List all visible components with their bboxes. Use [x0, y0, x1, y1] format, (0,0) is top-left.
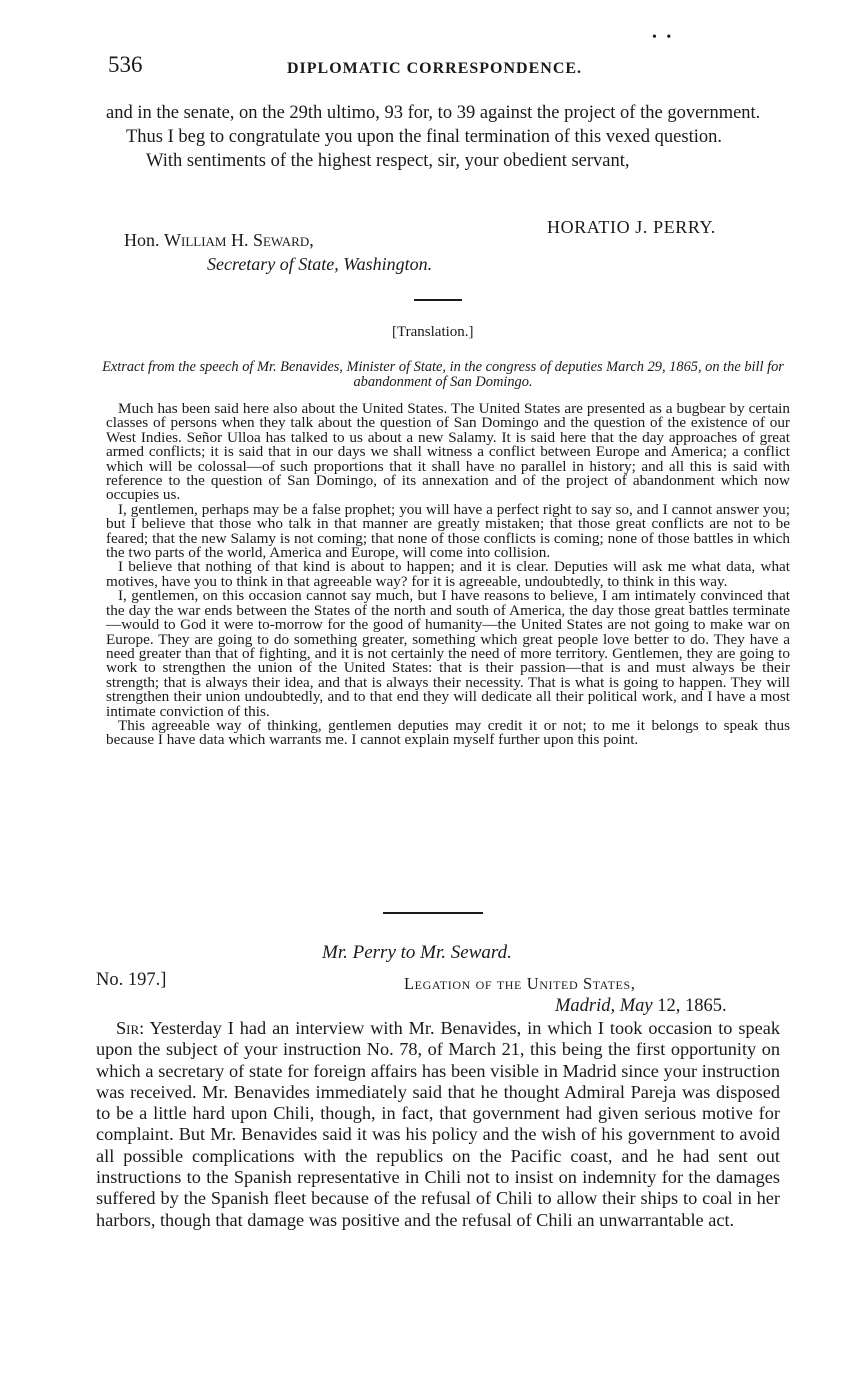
- printer-mark: • •: [652, 30, 675, 45]
- legation-line: Legation of the United States,: [404, 974, 636, 993]
- addressee-title: Secretary of State, Washington.: [207, 254, 433, 274]
- place: Madrid,: [555, 996, 616, 1016]
- speech-paragraph: Much has been said here also about the United States. The United States are presented as a bugbear by certain classes of persons when they talk about the question of San Domingo and the question of the existence of our West Indies. Señor Ulloa has talked to us about a new Salamy. It is said here that the day approaches of great armed conflicts; it is said that in our days we shall witness a conflict between Europe and America; a conflict which will be colossal—of such proportions that it shall have no parallel in history; and all this is said with reference to the question of San Domingo, of its annexation and of the project of abandonment which now occupies us.: [106, 400, 790, 504]
- section-divider: [414, 299, 462, 301]
- section-divider: [383, 912, 483, 914]
- letter-closing-block: [106, 103, 790, 172]
- page-number: 536: [108, 52, 143, 77]
- signature: HORATIO J. PERRY.: [547, 217, 716, 237]
- speech-paragraph: I, gentlemen, perhaps may be a false prophet; you will have a perfect right to say so, and I cannot answer you; but I believe that those who talk in that manner are greatly mistaken; that those great conflicts are not to be feared; that the new Salamy is not coming; that none of those conflicts is coming; none of those battles in which the two parts of the world, America and Europe, will come into collision.: [106, 500, 790, 562]
- speech-extract: [106, 402, 790, 748]
- letter-closing: With sentiments of the highest respect, sir, your obedient servant,: [146, 151, 630, 171]
- speech-paragraph: This agreeable way of thinking, gentlemen deputies may credit it or not; to me it belongs to speak thus because I have data which warrants me. I cannot explain myself further upon this point.: [106, 716, 790, 749]
- letter-body: [96, 1018, 780, 1231]
- addressee-name: William H. Seward,: [164, 230, 314, 250]
- month: May: [619, 996, 653, 1016]
- salutation: Sir:: [116, 1018, 145, 1038]
- despatch-number: No. 197.]: [96, 970, 167, 990]
- place-date: [555, 996, 727, 1017]
- letter-heading: Mr. Perry to Mr. Seward.: [322, 942, 512, 963]
- letter-paragraph: and in the senate, on the 29th ultimo, 93 for, to 39 against the project of the government.: [106, 103, 761, 123]
- speech-paragraph: I, gentlemen, on this occasion cannot say much, but I have reasons to believe, I am intimately convinced that the day the war ends between the States of the north and south of America, the day those great battles terminate—would to God it were to-morrow for the good of humanity—the United States are not going to make war on Europe. They are going to do something greater, something which great people love better to do. They have a need greater than that of fighting, and it is not certainly the need of more territory. Gentlemen, they are going to work to strengthen the union of the United States: that is their passion—that is and must always be their strength; that is always their idea, and that is always their necessity. That is what is going to happen. They will strengthen their union undoubtedly, and to that end they will dedicate all their political work, and I have a most intimate conviction of this.: [106, 587, 790, 720]
- speech-paragraph: I believe that nothing of that kind is about to happen; and it is clear. Deputies will ask me what data, what motives, have you to think in that agreeable way? for it is agreeable, undoubtedly, to think in this way.: [106, 558, 790, 590]
- addressee: [124, 230, 314, 251]
- letter-body-text: Yesterday I had an interview with Mr. Benavides, in which I took occasion to speak upon the subject of your instruction No. 78, of March 21, this being the first opportunity on which a secretary of state for foreign affairs has been visible in Madrid since your instruction was received. Mr. Benavides immediately said that he thought Admiral Pareja was disposed to be a little hard upon Chili, though, in fact, that government had given serious motive for complaint. But Mr. Benavides said it was his policy and the wish of his government to avoid all possible complications with the republics on the Pacific coast, and he had sent out instructions to the Spanish representative in Chili not to insist on indemnity for the damages suffered by the Spanish fleet because of the refusal of Chili to allow their ships to coal in her harbors, though that damage was positive and the refusal of Chili an unwarrantable act.: [96, 1018, 780, 1230]
- extract-heading: Extract from the speech of Mr. Benavides, Minister of State, in the congress of deputies March 29, 1865, on the bill for abandonment of San Domingo.: [102, 359, 784, 390]
- letter-paragraph: Thus I beg to congratulate you upon the final termination of this vexed question.: [126, 127, 722, 147]
- date: 12, 1865.: [657, 996, 727, 1016]
- addressee-prefix: Hon.: [124, 230, 160, 250]
- translation-label: [Translation.]: [392, 324, 474, 340]
- running-title: DIPLOMATIC CORRESPONDENCE.: [287, 60, 583, 77]
